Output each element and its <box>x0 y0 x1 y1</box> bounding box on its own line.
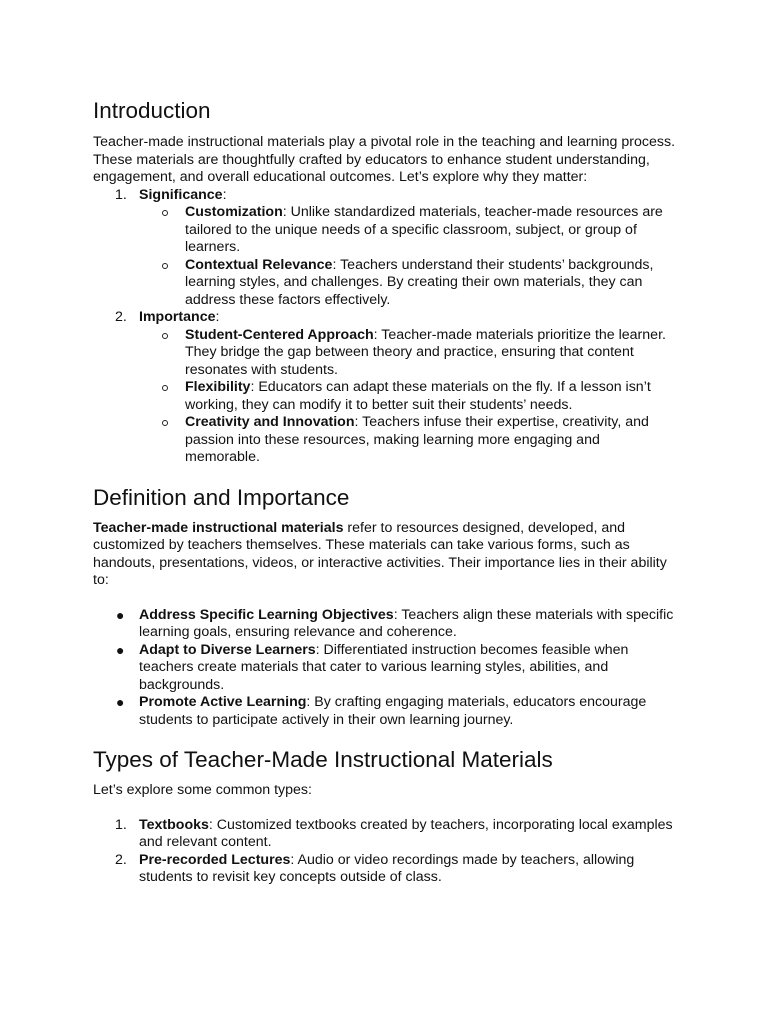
sub-list <box>139 327 678 467</box>
definition-lead-term: Teacher-made instructional materials <box>93 519 344 536</box>
types-intro: Let’s explore some common types: <box>93 782 312 798</box>
sub-list-item <box>139 257 678 310</box>
list-item-textbooks <box>93 817 678 852</box>
bullet-dot-icon: ● <box>116 606 125 623</box>
circle-bullet-icon <box>162 420 168 426</box>
spacer <box>93 800 678 817</box>
sub-list-item <box>139 414 678 467</box>
circle-bullet-icon <box>162 263 168 269</box>
types-numbered-list <box>93 817 678 887</box>
circle-bullet-icon <box>162 385 168 391</box>
list-item-term: Textbooks <box>139 816 209 833</box>
list-number: 2. <box>115 851 127 868</box>
sub-item-term: Creativity and Innovation <box>185 414 355 430</box>
sub-list-item <box>139 327 678 380</box>
list-item-term: Importance <box>139 309 216 325</box>
sub-item-text: : Unlike standardized materials, teacher-made resources are tailored to the unique needs of a specific classroom, subject, or group of learners. <box>185 204 663 255</box>
bullet-term: Address Specific Learning Objectives <box>139 606 394 623</box>
list-item-suffix: : <box>222 186 227 203</box>
section-title-introduction: Introduction <box>93 98 211 123</box>
sub-item-text: : Teachers understand their students’ backgrounds, learning styles, and challenges. By creating their own materials, they can address these factors effectively. <box>185 256 654 308</box>
circle-bullet-icon <box>162 333 168 339</box>
bullet-item <box>93 642 678 695</box>
sub-list <box>139 204 678 309</box>
list-item-term: Pre-recorded Lectures <box>139 851 291 868</box>
list-item-term: Significance <box>139 186 223 203</box>
bullet-dot-icon: ● <box>116 694 125 710</box>
bullet-item <box>93 694 678 729</box>
list-item-suffix: : <box>215 309 220 325</box>
intro-numbered-list <box>93 187 678 467</box>
sub-item-text: : Educators can adapt these materials on the fly. If a lesson isn’t working, they can modify it to better suit their students’ needs. <box>185 379 651 413</box>
list-number: 1. <box>115 186 127 203</box>
bullet-text: : By crafting engaging materials, educators encourage students to participate actively in their own learning journey. <box>139 694 647 728</box>
bullet-term: Promote Active Learning <box>139 694 307 710</box>
section-title-types: Types of Teacher-Made Instructional Materials <box>93 747 553 772</box>
bullet-text: : Teachers align these materials with specific learning goals, ensuring relevance and coherence. <box>139 606 674 640</box>
sub-item-text: : Teacher-made materials prioritize the learner. They bridge the gap between theory and practice, ensuring that content resonates with students. <box>185 326 666 378</box>
list-item-pre-recorded-lectures <box>93 852 678 887</box>
definition-paragraph <box>93 520 678 590</box>
bullet-text: : Differentiated instruction becomes feasible when teachers create materials that cater to various learning styles, abilities, and backgrounds. <box>139 641 629 693</box>
list-number: 1. <box>115 816 127 833</box>
sub-list-item <box>139 204 678 257</box>
list-item-text: : Audio or video recordings made by teachers, allowing students to revisit key concepts outside of class. <box>139 851 635 885</box>
definition-text: refer to resources designed, developed, and customized by teachers themselves. These materials can take various forms, such as handouts, presentations, videos, or interactive activities. Their importance lies in their ability to: <box>93 519 667 588</box>
spacer <box>93 590 678 607</box>
sub-item-term: Customization <box>185 204 283 220</box>
list-number: 2. <box>115 309 127 325</box>
bullet-term: Adapt to Diverse Learners <box>139 641 316 658</box>
section-title-definition: Definition and Importance <box>93 484 350 510</box>
list-item-significance <box>93 187 678 310</box>
bullet-item <box>93 607 678 642</box>
sub-item-term: Contextual Relevance <box>185 256 333 273</box>
sub-item-term: Flexibility <box>185 379 251 395</box>
circle-bullet-icon <box>162 210 168 216</box>
sub-item-text: : Teachers infuse their expertise, creativity, and passion into these resources, making learning more engaging and memorable. <box>185 414 649 465</box>
sub-item-term: Student-Centered Approach <box>185 326 374 343</box>
list-item-text: : Customized textbooks created by teachers, incorporating local examples and relevant content. <box>139 816 673 850</box>
sub-list-item <box>139 379 678 414</box>
definition-bullet-list <box>93 607 678 730</box>
list-item-importance <box>93 309 678 467</box>
bullet-dot-icon: ● <box>116 641 125 658</box>
intro-paragraph: Teacher-made instructional materials play a pivotal role in the teaching and learning process. These materials are thoughtfully crafted by educators to enhance student understanding, engagement, and overall educational outcomes. Let’s explore why they matter: <box>93 134 676 185</box>
